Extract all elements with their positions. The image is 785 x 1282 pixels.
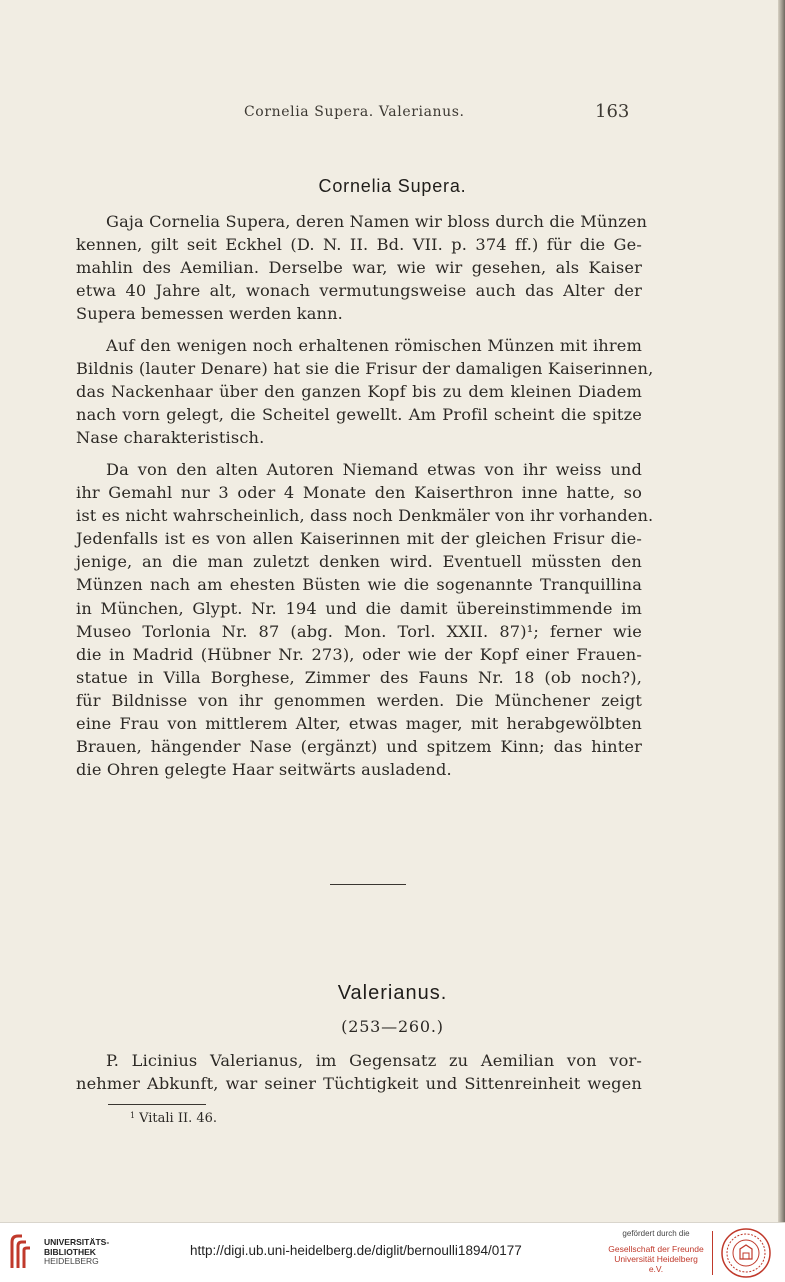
text-line: Museo Torlonia Nr. 87 (abg. Mon. Torl. XXII. 87)¹; ferner wie: [76, 621, 642, 641]
text-line: die in Madrid (Hübner Nr. 273), oder wie der Kopf einer Frauen-: [76, 644, 642, 664]
footer-divider: [712, 1231, 713, 1275]
digitization-footer: [0, 1222, 785, 1282]
paragraph-valerianus: [76, 1049, 642, 1095]
footnote: [130, 1111, 217, 1126]
section-title-cornelia-supera: Cornelia Supera.: [318, 176, 467, 196]
footnote-marker: 1: [130, 1111, 136, 1120]
section-divider: [330, 884, 406, 885]
paragraph-2: [76, 334, 654, 449]
text-line: Supera bemessen werden kann.: [76, 304, 343, 324]
text-line: Nase charakteristisch.: [76, 428, 265, 448]
text-line: für Bildnisse von ihr genommen werden. Die Münchener zeigt: [76, 690, 642, 710]
library-name-line1: UNIVERSITÄTS-: [44, 1237, 110, 1247]
text-line: Jedenfalls ist es von allen Kaiserinnen mit der gleichen Frisur die-: [76, 529, 642, 549]
text-line: das Nackenhaar über den ganzen Kopf bis zu dem kleinen Diadem: [76, 382, 642, 402]
library-name-line3: HEIDELBERG: [44, 1256, 99, 1267]
library-logo-icon: [8, 1232, 36, 1272]
library-name-line2: BIBLIOTHEK: [44, 1246, 96, 1257]
text-line: etwa 40 Jahre alt, wonach vermutungsweise auch das Alter der: [76, 281, 642, 301]
funded-by-label: gefördert durch die: [622, 1229, 690, 1238]
footnote-rule: [108, 1104, 206, 1105]
reign-dates: (253—260.): [341, 1017, 444, 1036]
text-line: statue in Villa Borghese, Zimmer des Fauns Nr. 18 (ob noch?),: [76, 667, 642, 687]
footnote-text: Vitali II. 46.: [139, 1111, 218, 1126]
text-line: Münzen nach am ehesten Büsten wie die sogenannte Tranquillina: [76, 575, 642, 595]
text-line: Gaja Cornelia Supera, deren Namen wir bloss durch die Münzen: [106, 212, 648, 231]
text-line: jenige, an die man zuletzt denken wird. Eventuell müssten den: [76, 552, 642, 572]
text-line: kennen, gilt seit Eckhel (D. N. II. Bd. VII. p. 374 ff.) für die Ge-: [76, 235, 642, 255]
text-line: ist es nicht wahrscheinlich, dass noch Denkmäler von ihr vorhanden.: [76, 506, 654, 526]
text-line: mahlin des Aemilian. Derselbe war, wie wir gesehen, als Kaiser: [76, 258, 642, 278]
text-line: Bildnis (lauter Denare) hat sie die Frisur der damaligen Kaiserinnen,: [76, 359, 654, 379]
text-line: nehmer Abkunft, war seiner Tüchtigkeit und Sittenreinheit wegen: [76, 1074, 642, 1094]
text-line: P. Licinius Valerianus, im Gegensatz zu Aemilian von vor-: [106, 1051, 642, 1070]
library-name: [44, 1238, 109, 1267]
funder-line1: Gesellschaft der Freunde: [608, 1244, 704, 1254]
text-line: in München, Glypt. Nr. 194 und die damit übereinstimmende im: [76, 598, 642, 618]
text-line: nach vorn gelegt, die Scheitel gewellt. Am Profil scheint die spitze: [76, 405, 642, 425]
funder-block: [606, 1229, 706, 1274]
paragraph-1: [76, 210, 648, 325]
text-line: Da von den alten Autoren Niemand etwas von ihr weiss und: [106, 460, 642, 479]
paragraph-3: [76, 458, 654, 781]
funder-line2: Universität Heidelberg e.V.: [614, 1254, 698, 1274]
page-edge: [778, 0, 785, 1222]
text-line: die Ohren gelegte Haar seitwärts ausladend.: [76, 760, 452, 780]
page-number: 163: [595, 101, 630, 122]
text-line: eine Frau von mittlerem Alter, etwas mager, mit herabgewölbten: [76, 714, 642, 734]
section-title-valerianus: Valerianus.: [337, 982, 448, 1004]
university-seal-icon: [720, 1227, 772, 1279]
running-head-title: Cornelia Supera. Valerianus.: [244, 104, 465, 120]
text-line: ihr Gemahl nur 3 oder 4 Monate den Kaiserthron inne hatte, so: [76, 483, 642, 503]
text-line: Brauen, hängender Nase (ergänzt) und spitzem Kinn; das hinter: [76, 737, 642, 757]
text-line: Auf den wenigen noch erhaltenen römischen Münzen mit ihrem: [106, 336, 642, 355]
permalink-url[interactable]: http://digi.ub.uni-heidelberg.de/diglit/bernoulli1894/0177: [190, 1243, 522, 1258]
